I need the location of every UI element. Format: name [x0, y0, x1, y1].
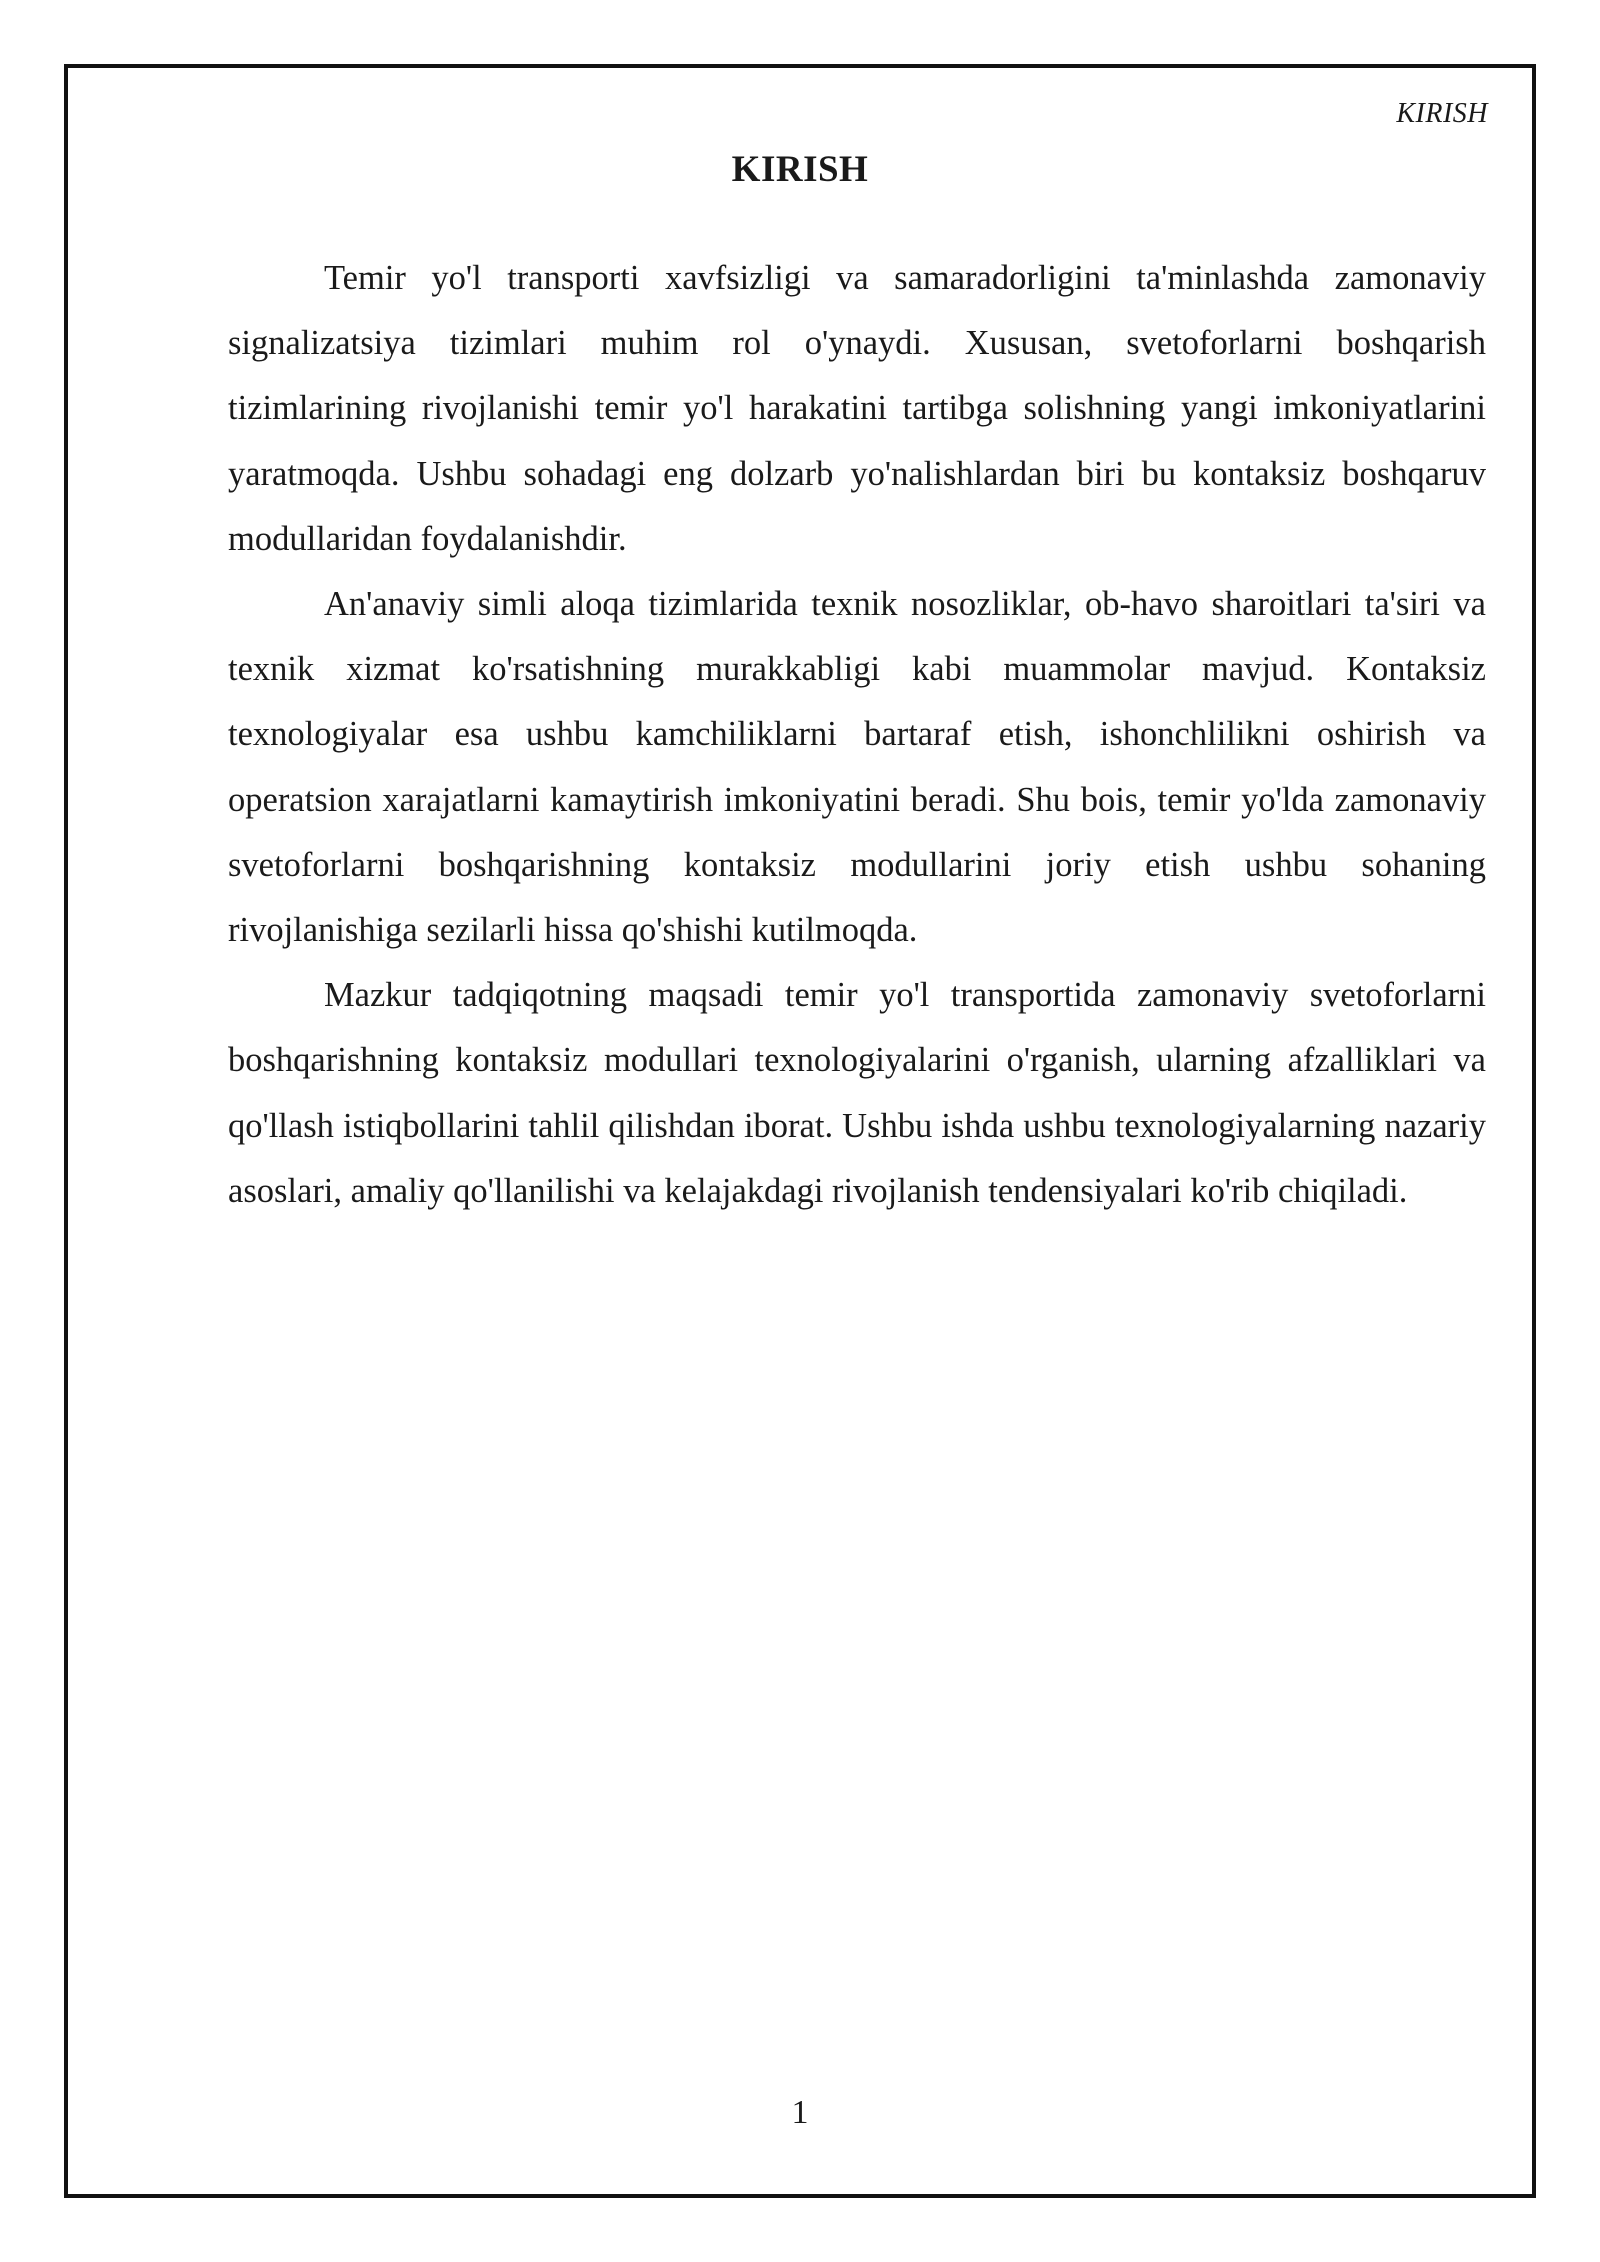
paragraph-3: Mazkur tadqiqotning maqsadi temir yo'l transportida zamonaviy svetoforlarni boshqarishning kontaksiz modullari texnologiyalarini o'rganish, ularning afzalliklari va qo'llash istiqbollarini tahlil qilishdan iborat. Ushbu ishda ushbu texnologiyalarning nazariy asoslari, amaliy qo'llanilishi va kelajakdagi rivojlanish tendensiyalari ko'rib chiqiladi. [228, 976, 1486, 1210]
page-title: KIRISH [731, 149, 869, 190]
paragraph-2: An'anaviy simli aloqa tizimlarida texnik nosozliklar, ob-havo sharoitlari ta'siri va texnik xizmat ko'rsatishning murakkabligi kabi muammolar mavjud. Kontaksiz texnologiyalar esa ushbu kamchiliklarni bartaraf etish, ishonchlilikni oshirish va operatsion xarajatlarni kamaytirish imkoniyatini beradi. Shu bois, temir yo'lda zamonaviy svetoforlarni boshqarishning kontaksiz modullarini joriy etish ushbu sohaning rivojlanishiga sezilarli hissa qo'shishi kutilmoqda. [228, 585, 1486, 950]
body-text [228, 246, 1486, 1224]
paragraph-1: Temir yo'l transporti xavfsizligi va samaradorligini ta'minlashda zamonaviy signalizatsiya tizimlari muhim rol o'ynaydi. Xususan, svetoforlarni boshqarish tizimlarining rivojlanishi temir yo'l harakatini tartibga solishning yangi imkoniyatlarini yaratmoqda. Ushbu sohadagi eng dolzarb yo'nalishlardan biri bu kontaksiz boshqaruv modullaridan foydalanishdir. [228, 259, 1486, 558]
running-header: KIRISH [1396, 98, 1488, 129]
page-number: 1 [791, 2094, 809, 2131]
